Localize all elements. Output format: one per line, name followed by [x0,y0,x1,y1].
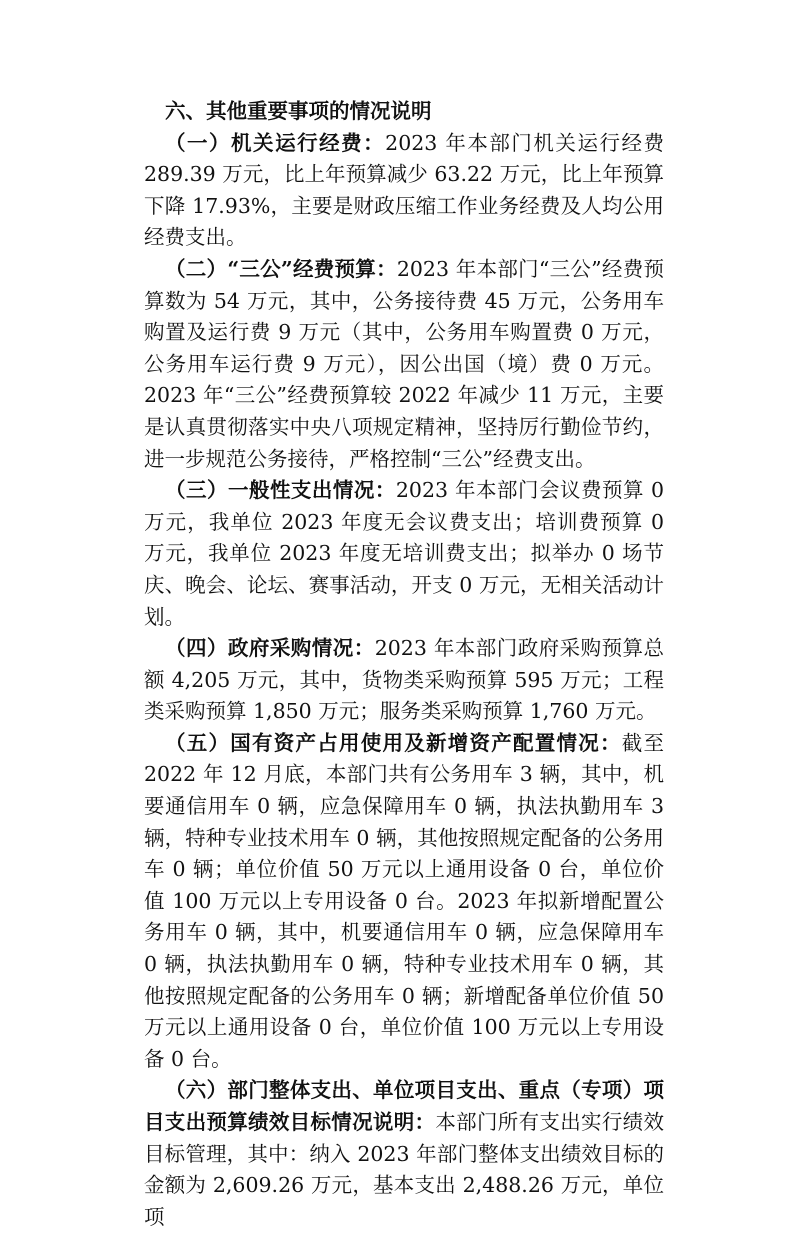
paragraph-body: 2023 年本部门会议费预算 0 万元，我单位 2023 年度无会议费支出；培训费预算 0 万元，我单位 2023 年度无培训费支出；拟举办 0 场节庆、晚会、论坛、赛事活动，开支 0 万元，无相关活动计划。 [144,478,664,629]
paragraph-body: 2023 年本部门“三公”经费预算数为 54 万元，其中，公务接待费 45 万元，公务用车购置及运行费 9 万元（其中，公务用车购置费 0 万元，公务用车运行费 9 万元），因公出国（境）费 0 万元。2023 年“三公”经费预算较 2022 年减少 11 万元，主要是认真贯彻落实中央八项规定精神，坚持厉行勤俭节约，进一步规范公务接待，严格控制“三公”经费支出。 [144,256,664,471]
document-body [144,96,664,1233]
paragraph-government-procurement [144,633,664,728]
paragraph-body: 2023 年本部门机关运行经费 289.39 万元，比上年预算减少 63.22 万元，比上年预算下降 17.93%，主要是财政压缩工作业务经费及人均公用经费支出。 [144,130,664,250]
paragraph-lead: （六）部门整体支出、单位项目支出、重点（专项）项目支出预算绩效目标情况说明： [144,1078,664,1134]
paragraph-body: 截至 2022 年 12 月底，本部门共有公务用车 3 辆，其中，机要通信用车 0 辆，应急保障用车 0 辆，执法执勤用车 3 辆，特种专业技术用车 0 辆，其他按照规定配备的公务用车 0 辆；单位价值 50 万元以上通用设备 0 台，单位价值 100 万元以上专用设备 0 台。2023 年拟新增配置公务用车 0 辆，其中，机要通信用车 0 辆，应急保障用车 0 辆，执法执勤用车 0 辆，特种专业技术用车 0 辆，其他按照规定配备的公务用车 0 辆；新增配备单位价值 50 万元以上通用设备 0 台，单位价值 100 万元以上专用设备 0 台。 [144,730,664,1071]
paragraph-three-public-expenses [144,254,664,475]
paragraph-lead: （一）机关运行经费： [165,130,386,155]
paragraph-lead: （二）“三公”经费预算： [165,256,397,281]
section-heading: 六、其他重要事项的情况说明 [165,99,432,123]
paragraph-lead: （四）政府采购情况： [165,636,375,661]
paragraph-performance-targets [144,1075,664,1233]
paragraph-lead: （三）一般性支出情况： [165,478,396,503]
paragraph-state-assets [144,728,664,1076]
paragraph-general-expenses [144,475,664,633]
paragraph-body: 2023 年本部门政府采购预算总额 4,205 万元，其中，货物类采购预算 595 万元；工程类采购预算 1,850 万元；服务类采购预算 1,760 万元。 [144,636,665,724]
paragraph-lead: （五）国有资产占用使用及新增资产配置情况： [165,730,622,755]
paragraph-body: 本部门所有支出实行绩效目标管理，其中：纳入 2023 年部门整体支出绩效目标的金额为 2,609.26 万元，基本支出 2,488.26 万元，单位项 [144,1110,664,1229]
paragraph-operating-expenses [144,128,664,254]
